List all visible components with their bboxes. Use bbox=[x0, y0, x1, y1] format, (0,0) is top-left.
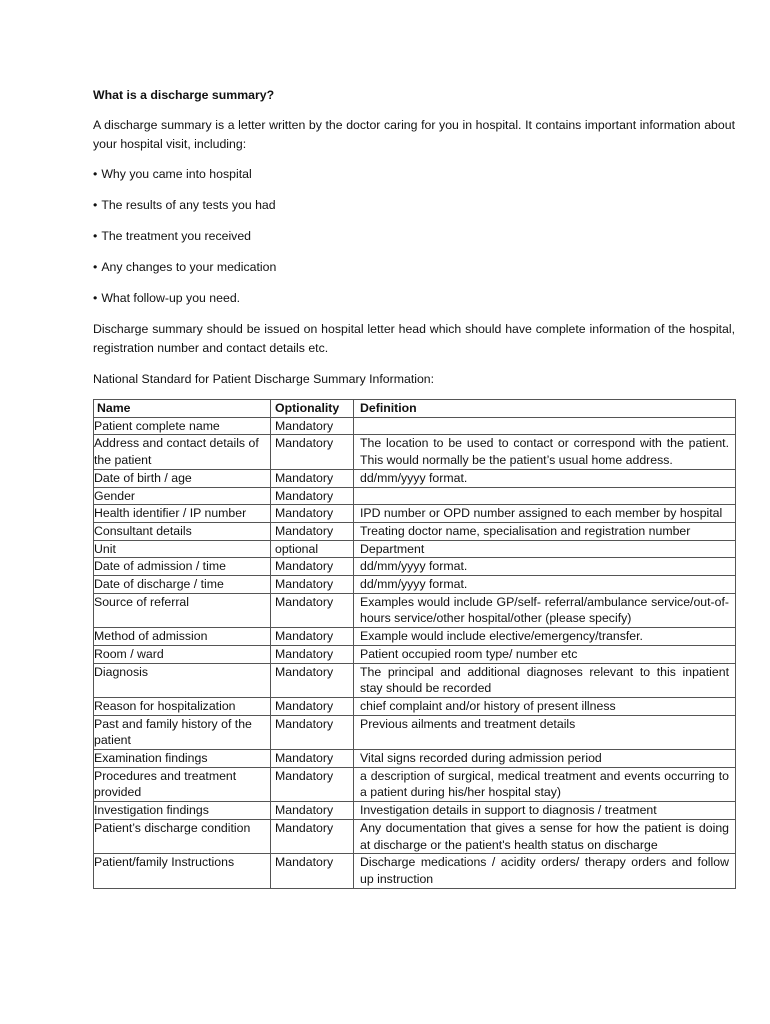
cell-optionality: Mandatory bbox=[271, 558, 354, 576]
table-row bbox=[94, 628, 736, 646]
table-row bbox=[94, 697, 736, 715]
cell-definition: Discharge medications / acidity orders/ therapy orders and follow up instruction bbox=[354, 854, 736, 888]
cell-optionality: Mandatory bbox=[271, 469, 354, 487]
cell-definition: Vital signs recorded during admission period bbox=[354, 750, 736, 768]
cell-definition: dd/mm/yyyy format. bbox=[354, 558, 736, 576]
cell-optionality: Mandatory bbox=[271, 697, 354, 715]
document-page bbox=[93, 86, 735, 889]
cell-optionality: Mandatory bbox=[271, 628, 354, 646]
table-header-row bbox=[94, 400, 736, 418]
cell-name: Method of admission bbox=[94, 628, 271, 646]
cell-name: Examination findings bbox=[94, 750, 271, 768]
cell-name: Consultant details bbox=[94, 522, 271, 540]
cell-name: Patient/family Instructions bbox=[94, 854, 271, 888]
table-row bbox=[94, 767, 736, 801]
cell-definition: dd/mm/yyyy format. bbox=[354, 469, 736, 487]
list-item: • The treatment you received bbox=[93, 229, 252, 243]
table-row bbox=[94, 645, 736, 663]
table-row bbox=[94, 854, 736, 888]
intro-paragraph: A discharge summary is a letter written by the doctor caring for you in hospital. It contains important information about your hospital visit, including: bbox=[93, 118, 735, 151]
cell-optionality: Mandatory bbox=[271, 802, 354, 820]
cell-name: Investigation findings bbox=[94, 802, 271, 820]
page-title: What is a discharge summary? bbox=[93, 88, 275, 102]
bullet-list bbox=[93, 165, 735, 308]
cell-definition: Department bbox=[354, 540, 736, 558]
table-row bbox=[94, 593, 736, 627]
cell-definition: a description of surgical, medical treatment and events occurring to a patient during his/her hospital stay) bbox=[354, 767, 736, 801]
cell-definition: IPD number or OPD number assigned to each member by hospital bbox=[354, 505, 736, 523]
cell-optionality: Mandatory bbox=[271, 663, 354, 697]
cell-optionality: Mandatory bbox=[271, 487, 354, 505]
cell-definition: Example would include elective/emergency/transfer. bbox=[354, 628, 736, 646]
table-row bbox=[94, 469, 736, 487]
list-item: • Any changes to your medication bbox=[93, 260, 277, 274]
cell-optionality: Mandatory bbox=[271, 435, 354, 469]
cell-definition: Patient occupied room type/ number etc bbox=[354, 645, 736, 663]
column-header-definition: Definition bbox=[354, 400, 736, 418]
table-row bbox=[94, 540, 736, 558]
cell-optionality: Mandatory bbox=[271, 854, 354, 888]
cell-optionality: Mandatory bbox=[271, 750, 354, 768]
bullet-icon: • bbox=[93, 198, 98, 212]
cell-optionality: Mandatory bbox=[271, 715, 354, 749]
table-row bbox=[94, 435, 736, 469]
cell-optionality: optional bbox=[271, 540, 354, 558]
cell-definition: chief complaint and/or history of present illness bbox=[354, 697, 736, 715]
cell-definition: Investigation details in support to diagnosis / treatment bbox=[354, 802, 736, 820]
bullet-icon: • bbox=[93, 260, 98, 274]
table-row bbox=[94, 663, 736, 697]
column-header-name: Name bbox=[94, 400, 271, 418]
cell-definition: The principal and additional diagnoses relevant to this inpatient stay should be recorded bbox=[354, 663, 736, 697]
cell-definition: dd/mm/yyyy format. bbox=[354, 576, 736, 594]
column-header-optionality: Optionality bbox=[271, 400, 354, 418]
table-row bbox=[94, 750, 736, 768]
cell-definition: Treating doctor name, specialisation and registration number bbox=[354, 522, 736, 540]
table-body bbox=[94, 417, 736, 888]
cell-definition: Examples would include GP/self- referral/ambulance service/out-of-hours service/other hospital/other (please specify) bbox=[354, 593, 736, 627]
cell-name: Patient’s discharge condition bbox=[94, 819, 271, 853]
table-row bbox=[94, 505, 736, 523]
list-item: • What follow-up you need. bbox=[93, 291, 241, 305]
table-row bbox=[94, 417, 736, 435]
cell-name: Address and contact details of the patient bbox=[94, 435, 271, 469]
cell-optionality: Mandatory bbox=[271, 593, 354, 627]
cell-name: Gender bbox=[94, 487, 271, 505]
bullet-icon: • bbox=[93, 229, 98, 243]
cell-optionality: Mandatory bbox=[271, 505, 354, 523]
list-item: • The results of any tests you had bbox=[93, 198, 276, 212]
cell-optionality: Mandatory bbox=[271, 576, 354, 594]
cell-name: Unit bbox=[94, 540, 271, 558]
cell-optionality: Mandatory bbox=[271, 645, 354, 663]
cell-definition bbox=[354, 487, 736, 505]
cell-name: Past and family history of the patient bbox=[94, 715, 271, 749]
list-item: • Why you came into hospital bbox=[93, 167, 252, 181]
cell-optionality: Mandatory bbox=[271, 417, 354, 435]
table-row bbox=[94, 819, 736, 853]
table-row bbox=[94, 576, 736, 594]
cell-name: Date of admission / time bbox=[94, 558, 271, 576]
cell-name: Reason for hospitalization bbox=[94, 697, 271, 715]
cell-name: Room / ward bbox=[94, 645, 271, 663]
table-row bbox=[94, 715, 736, 749]
cell-definition: The location to be used to contact or correspond with the patient. This would normally be the patient’s usual home address. bbox=[354, 435, 736, 469]
discharge-standard-table bbox=[93, 399, 736, 889]
table-row bbox=[94, 802, 736, 820]
cell-definition: Any documentation that gives a sense for how the patient is doing at discharge or the patient's health status on discharge bbox=[354, 819, 736, 853]
cell-name: Source of referral bbox=[94, 593, 271, 627]
letterhead-paragraph: Discharge summary should be issued on hospital letter head which should have complete information of the hospital, registration number and contact details etc. bbox=[93, 322, 735, 355]
cell-definition: Previous ailments and treatment details bbox=[354, 715, 736, 749]
cell-optionality: Mandatory bbox=[271, 767, 354, 801]
table-row bbox=[94, 522, 736, 540]
cell-name: Procedures and treatment provided bbox=[94, 767, 271, 801]
cell-name: Health identifier / IP number bbox=[94, 505, 271, 523]
bullet-icon: • bbox=[93, 167, 98, 181]
cell-name: Date of discharge / time bbox=[94, 576, 271, 594]
cell-name: Patient complete name bbox=[94, 417, 271, 435]
cell-optionality: Mandatory bbox=[271, 819, 354, 853]
standard-title: National Standard for Patient Discharge Summary Information: bbox=[93, 372, 435, 386]
cell-definition bbox=[354, 417, 736, 435]
table-row bbox=[94, 487, 736, 505]
bullet-icon: • bbox=[93, 291, 98, 305]
cell-optionality: Mandatory bbox=[271, 522, 354, 540]
table-row bbox=[94, 558, 736, 576]
cell-name: Date of birth / age bbox=[94, 469, 271, 487]
cell-name: Diagnosis bbox=[94, 663, 271, 697]
